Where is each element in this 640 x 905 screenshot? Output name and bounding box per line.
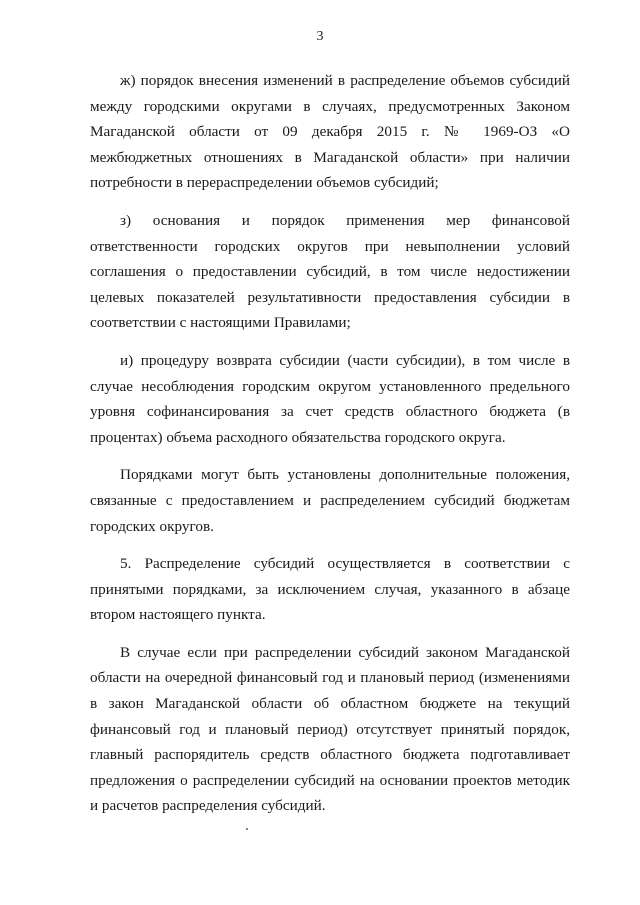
- scan-dot: [246, 828, 248, 830]
- paragraph-i-subsidy-return: и) процедуру возврата субсидии (части субсидии), в том числе в случае несоблюдения городским округом установленного предельного уровня софинансирования за счет средств областного бюджета (в процентах) объема расходного обязательства городского округа.: [90, 351, 570, 446]
- paragraph-zh-amendment-procedure: ж) порядок внесения изменений в распределение объемов субсидий между городскими округами в случаях, предусмотренных Законом Магаданской области от 09 декабря 2015 г. № 1969-ОЗ «О межбюджетных отношениях в Магаданской области» при наличии потребности в перераспределении объемов субсидий;: [90, 72, 570, 192]
- paragraph-additional-provisions: Порядками могут быть установлены дополнительные положения, связанные с предоставлением и распределением субсидий бюджетам городских округов.: [90, 466, 570, 535]
- paragraph-absent-procedure: В случае если при распределении субсидий законом Магаданской области на очередной финансовый год и плановый период (изменениями в закон Магаданской области об областном бюджете на текущий финансовый год и плановый период) отсутствует принятый порядок, главный распорядитель средств областного бюджета подготавливает предложения о распределении субсидий на основании проектов методик и расчетов распределения субсидий.: [90, 643, 570, 815]
- paragraph-z-financial-responsibility: з) основания и порядок применения мер финансовой ответственности городских округов при невыполнении условий соглашения о предоставлении субсидий, в том числе недостижении целевых показателей результативности предоставления субсидии в соответствии с настоящими Правилами;: [90, 211, 570, 332]
- page-number: 3: [316, 29, 324, 44]
- paragraph-5-distribution: 5. Распределение субсидий осуществляется в соответствии с принятыми порядками, за исключением случая, указанного в абзаце втором настоящего пункта.: [90, 555, 570, 624]
- document-body: [90, 68, 570, 831]
